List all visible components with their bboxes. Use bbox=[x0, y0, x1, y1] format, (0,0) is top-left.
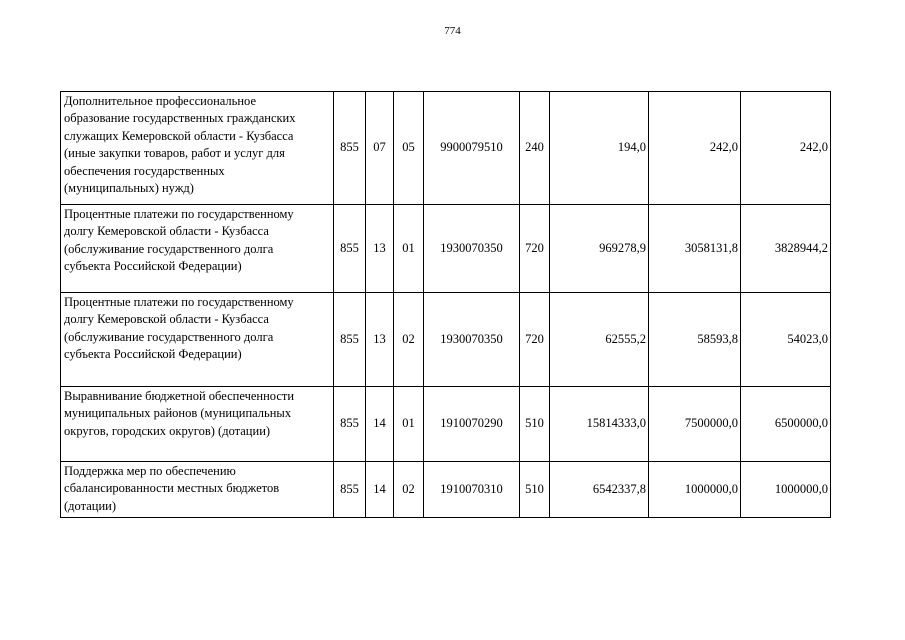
ministry-code: 855 bbox=[334, 293, 366, 387]
budget-table bbox=[60, 91, 831, 518]
subsection-code: 01 bbox=[394, 205, 424, 293]
section-code: 13 bbox=[366, 293, 394, 387]
row-description bbox=[61, 92, 334, 205]
row-description bbox=[61, 205, 334, 293]
target-article-code: 9900079510 bbox=[424, 92, 520, 205]
description-line: служащих Кемеровской области - Кузбасса bbox=[64, 128, 294, 143]
amount-2: 58593,8 bbox=[649, 293, 741, 387]
amount-1: 194,0 bbox=[550, 92, 649, 205]
amount-1: 62555,2 bbox=[550, 293, 649, 387]
description-line: округов, городских округов) (дотации) bbox=[64, 423, 271, 438]
target-article-code: 1930070350 bbox=[424, 205, 520, 293]
description-line: (обслуживание государственного долга bbox=[64, 241, 274, 256]
expense-type-code: 510 bbox=[520, 462, 550, 518]
section-code: 14 bbox=[366, 462, 394, 518]
amount-3: 54023,0 bbox=[741, 293, 831, 387]
amount-3: 242,0 bbox=[741, 92, 831, 205]
description-line: субъекта Российской Федерации) bbox=[64, 347, 242, 362]
row-description bbox=[61, 462, 334, 518]
description-line: Дополнительное профессиональное bbox=[64, 94, 256, 108]
page-number: 774 bbox=[444, 25, 461, 37]
description-line: (иные закупки товаров, работ и услуг для bbox=[64, 146, 285, 161]
description-line: долгу Кемеровской области - Кузбасса bbox=[64, 224, 269, 239]
description-line: сбалансированности местных бюджетов bbox=[64, 481, 280, 496]
ministry-code: 855 bbox=[334, 92, 366, 205]
amount-2: 3058131,8 bbox=[649, 205, 741, 293]
description-line: (муниципальных) нужд) bbox=[64, 181, 194, 196]
amount-3: 6500000,0 bbox=[741, 387, 831, 462]
section-code: 13 bbox=[366, 205, 394, 293]
expense-type-code: 720 bbox=[520, 293, 550, 387]
amount-3: 3828944,2 bbox=[741, 205, 831, 293]
table-row bbox=[61, 92, 831, 205]
ministry-code: 855 bbox=[334, 205, 366, 293]
expense-type-code: 510 bbox=[520, 387, 550, 462]
description-line: муниципальных районов (муниципальных bbox=[64, 406, 292, 421]
subsection-code: 01 bbox=[394, 387, 424, 462]
table-row bbox=[61, 387, 831, 462]
expense-type-code: 240 bbox=[520, 92, 550, 205]
description-line: долгу Кемеровской области - Кузбасса bbox=[64, 312, 269, 327]
table-row bbox=[61, 462, 831, 518]
description-line: обеспечения государственных bbox=[64, 163, 225, 178]
target-article-code: 1910070290 bbox=[424, 387, 520, 462]
amount-1: 6542337,8 bbox=[550, 462, 649, 518]
amount-2: 1000000,0 bbox=[649, 462, 741, 518]
description-line: Выравнивание бюджетной обеспеченности bbox=[64, 389, 295, 403]
subsection-code: 02 bbox=[394, 462, 424, 518]
amount-1: 15814333,0 bbox=[550, 387, 649, 462]
description-line: (дотации) bbox=[64, 498, 117, 513]
description-line: Процентные платежи по государственному bbox=[64, 207, 294, 221]
section-code: 14 bbox=[366, 387, 394, 462]
description-line: Поддержка мер по обеспечению bbox=[64, 464, 236, 478]
row-description bbox=[61, 293, 334, 387]
row-description bbox=[61, 387, 334, 462]
section-code: 07 bbox=[366, 92, 394, 205]
ministry-code: 855 bbox=[334, 387, 366, 462]
target-article-code: 1930070350 bbox=[424, 293, 520, 387]
expense-type-code: 720 bbox=[520, 205, 550, 293]
amount-3: 1000000,0 bbox=[741, 462, 831, 518]
ministry-code: 855 bbox=[334, 462, 366, 518]
description-line: субъекта Российской Федерации) bbox=[64, 259, 242, 274]
table-row bbox=[61, 205, 831, 293]
subsection-code: 02 bbox=[394, 293, 424, 387]
description-line: образование государственных гражданских bbox=[64, 111, 296, 126]
subsection-code: 05 bbox=[394, 92, 424, 205]
table-row bbox=[61, 293, 831, 387]
description-line: (обслуживание государственного долга bbox=[64, 329, 274, 344]
table-body bbox=[61, 92, 831, 518]
amount-2: 242,0 bbox=[649, 92, 741, 205]
target-article-code: 1910070310 bbox=[424, 462, 520, 518]
description-line: Процентные платежи по государственному bbox=[64, 295, 294, 309]
amount-1: 969278,9 bbox=[550, 205, 649, 293]
amount-2: 7500000,0 bbox=[649, 387, 741, 462]
